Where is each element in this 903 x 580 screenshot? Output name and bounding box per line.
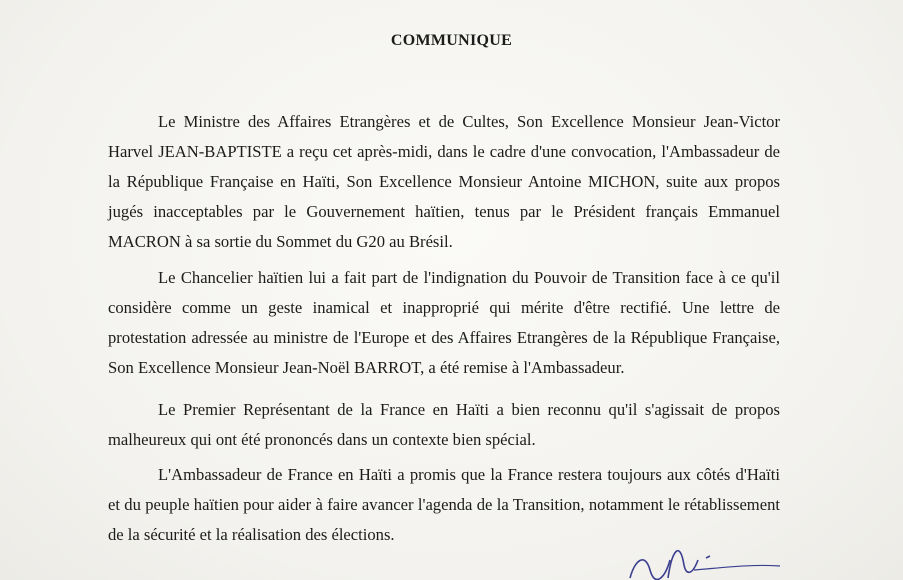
page-title: COMMUNIQUE — [390, 32, 513, 49]
handwritten-signature-icon — [610, 530, 810, 580]
paragraph-convocation: Le Ministre des Affaires Etrangères et de Cultes, Son Excellence Monsieur Jean-Victor Harvel JEAN-BAPTISTE a reçu cet après-midi, dans le cadre d'une convocation, l'Ambassadeur de la République Française en Haïti, Son Excellence Monsieur Antoine MICHON, suite aux propos jugés inacceptables par le Gouvernement haïtien, tenus par le Président français Emmanuel MACRON à sa sortie du Sommet du G20 au Brésil. — [108, 112, 780, 251]
paragraph-acknowledgement: Le Premier Représentant de la France en Haïti a bien reconnu qu'il s'agissait de propos malheureux qui ont été prononcés dans un contexte bien spécial. — [108, 400, 780, 449]
paragraph-indignation: Le Chancelier haïtien lui a fait part de l'indignation du Pouvoir de Transition face à ce qu'il considère comme un geste inamical et inapproprié qui mérite d'être rectifié. Une lettre de protestation adressée au ministre de l'Europe et des Affaires Etrangères de la République Française, Son Excellence Monsieur Jean-Noël BARROT, a été remise à l'Ambassadeur. — [108, 268, 780, 377]
paragraph-commitment: L'Ambassadeur de France en Haïti a promis que la France restera toujours aux côtés d'Haïti et du peuple haïtien pour aider à faire avancer l'agenda de la Transition, notamment le rétablissement de la sécurité et la réalisation des élections. — [108, 465, 780, 544]
